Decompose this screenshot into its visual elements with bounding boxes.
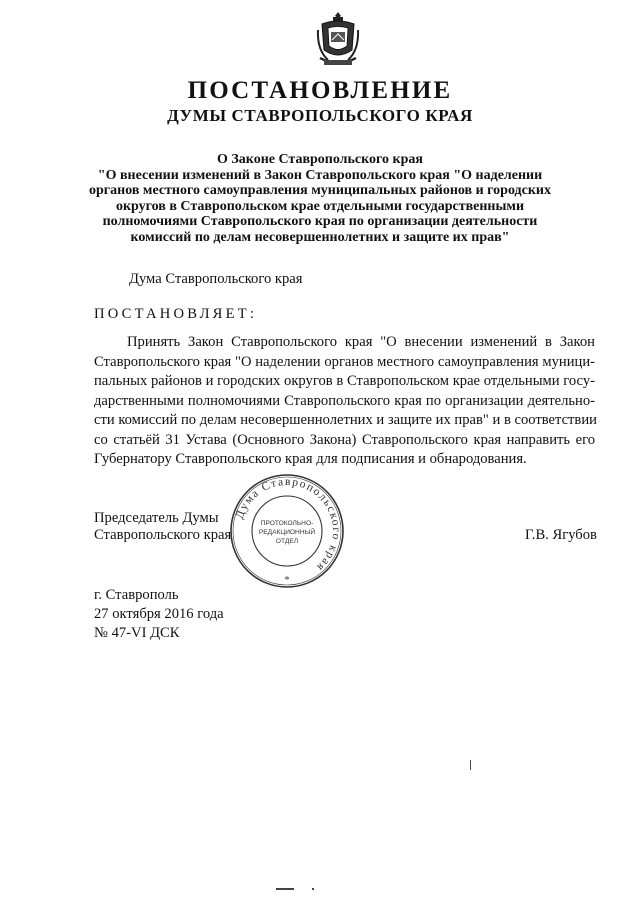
body-line: Принять Закон Ставропольского края "О внесении изменений в Закон xyxy=(127,334,595,350)
footer-city: г. Ставрополь xyxy=(94,587,179,603)
official-stamp xyxy=(228,472,346,590)
stamp-ring-text: Дума Ставропольского края xyxy=(233,475,343,574)
law-heading-line: округов в Ставропольском крае отдельными государственными xyxy=(115,198,525,214)
document-title: ПОСТАНОВЛЕНИЕ xyxy=(187,77,453,104)
body-line: со статьёй 31 Устава (Основного Закона) Ставропольского края направить его xyxy=(94,431,595,448)
scan-artifact xyxy=(470,760,471,770)
signatory-position-line1: Председатель Думы xyxy=(94,510,219,526)
law-heading-line: органов местного самоуправления муниципальных районов и городских xyxy=(89,183,551,198)
document-subtitle: ДУМЫ СТАВРОПОЛЬСКОГО КРАЯ xyxy=(167,106,473,125)
stamp-center-line: ОТДЕЛ xyxy=(275,538,299,545)
law-heading xyxy=(70,152,570,245)
footer-number: № 47-VI ДСК xyxy=(94,625,180,641)
scan-artifact xyxy=(276,888,294,890)
scan-artifact xyxy=(312,888,314,890)
signatory-position-line2: Ставропольского края xyxy=(94,527,232,543)
body-line: пальных районов и городских округов в Ставропольском крае отдельными госу- xyxy=(94,373,595,389)
law-heading-line: комиссий по делам несовершеннолетних и защите их прав" xyxy=(130,229,510,245)
footer-date: 27 октября 2016 года xyxy=(94,606,224,622)
body-line: дарственными полномочиями Ставропольского края по организации деятельно- xyxy=(94,392,595,409)
stamp-star: * xyxy=(284,575,290,586)
signatory-name: Г.В. Ягубов xyxy=(525,527,597,543)
law-heading-line: "О внесении изменений в Закон Ставропольского края "О наделении xyxy=(97,167,543,183)
coat-of-arms-icon xyxy=(316,10,360,68)
resolves-heading: ПОСТАНОВЛЯЕТ: xyxy=(94,306,258,322)
document-footer xyxy=(94,586,224,643)
body-line: Ставропольского края "О наделении органов местного самоуправления муници- xyxy=(94,353,595,370)
body-line: сти комиссий по делам несовершеннолетних и защите их прав" и в соответствии xyxy=(94,412,597,428)
stamp-center-line: РЕДАКЦИОННЫЙ xyxy=(258,529,316,536)
stamp-center-line: ПРОТОКОЛЬНО- xyxy=(260,520,314,527)
law-heading-line: О Законе Ставропольского края xyxy=(217,152,423,167)
issuer-line: Дума Ставропольского края xyxy=(129,271,303,287)
law-heading-line: полномочиями Ставропольского края по организации деятельности xyxy=(102,214,538,229)
body-line: Губернатору Ставропольского края для подписания и обнародования. xyxy=(94,451,527,467)
resolution-body xyxy=(94,333,595,470)
